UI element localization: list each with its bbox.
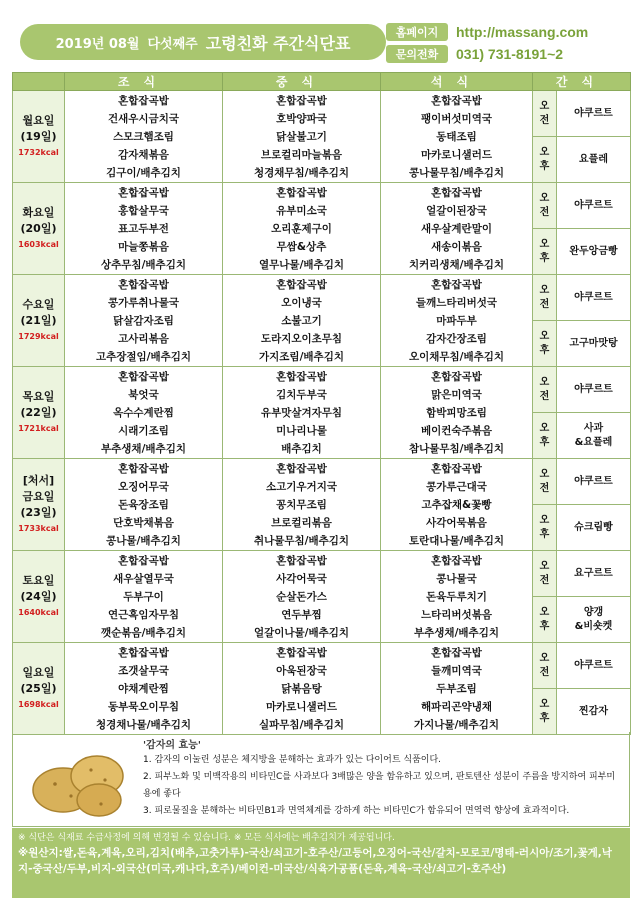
- snack-am: 야쿠르트: [557, 91, 631, 137]
- menu-item: 마카로니샐러드: [265, 700, 337, 713]
- potato-image: [29, 740, 129, 820]
- potato-info-section: [12, 732, 630, 827]
- menu-item: 혼합잡곡밥: [276, 554, 327, 567]
- table-row: [13, 275, 631, 321]
- tip-item: 2. 피부노화 및 미백작용의 비타민C를 사과보다 3배많은 양을 함유하고 있으며, 판토텐산 성분이 주름을 방지하여 피부미용에 좋다: [143, 772, 616, 799]
- menu-item: 함박피망조림: [426, 406, 487, 419]
- menu-item: 느타리버섯볶음: [420, 608, 492, 621]
- pm-label: 오 후: [533, 505, 557, 551]
- meal-lunch-cell: [223, 459, 381, 551]
- day-name: 목요일: [22, 389, 55, 403]
- day-kcal: 1603kcal: [18, 239, 59, 249]
- meal-lunch-cell: [223, 367, 381, 459]
- menu-item: 홍합살무국: [118, 204, 169, 217]
- meal-lunch-cell: [223, 551, 381, 643]
- year-month: 2019년 08월: [55, 36, 140, 52]
- day-name: 수요일: [22, 297, 55, 311]
- snack-am: 야쿠르트: [557, 183, 631, 229]
- menu-item: 들깨미역국: [431, 664, 482, 677]
- menu-item: 고추장절임/배추김치: [95, 350, 192, 363]
- snack-pm: 찐감자: [557, 689, 631, 735]
- column-snack: 간식: [533, 73, 631, 91]
- day-kcal: 1721kcal: [18, 423, 59, 433]
- weekly-menu-table: [12, 72, 631, 735]
- meal-dinner-cell: [381, 91, 533, 183]
- homepage-label: 홈페이지: [386, 23, 448, 41]
- menu-item: 혼합잡곡밥: [431, 646, 482, 659]
- table-row: [13, 643, 631, 689]
- day-name: [처서] 금요일: [22, 473, 55, 503]
- menu-item: 두부구이: [123, 590, 164, 603]
- menu-item: 혼합잡곡밥: [431, 278, 482, 291]
- menu-item: 고추잡채&꽃빵: [421, 498, 492, 511]
- menu-item: 토란대나물/배추김치: [408, 534, 505, 547]
- menu-item: 콩가루취나물국: [107, 296, 179, 309]
- menu-item: 고사리볶음: [118, 332, 169, 345]
- menu-item: 표고두부전: [118, 222, 169, 235]
- am-label: 오 전: [533, 275, 557, 321]
- menu-item: 혼합잡곡밥: [431, 186, 482, 199]
- menu-item: 가지나물/배추김치: [414, 718, 499, 731]
- menu-item: 닭살불고기: [276, 130, 327, 143]
- menu-item: 연두부찜: [281, 608, 322, 621]
- meal-breakfast-cell: [65, 459, 223, 551]
- menu-item: 연근흑임자무침: [107, 608, 179, 621]
- meal-breakfast-cell: [65, 367, 223, 459]
- menu-item: 콩나물국: [436, 572, 477, 585]
- table-row: [13, 91, 631, 137]
- menu-item: 베이컨숙주볶음: [420, 424, 492, 437]
- menu-item: 취나물무침/배추김치: [253, 534, 350, 547]
- pm-label: 오 후: [533, 229, 557, 275]
- column-dinner: 석식: [381, 73, 533, 91]
- menu-item: 해파리곤약냉채: [420, 700, 492, 713]
- am-label: 오 전: [533, 367, 557, 413]
- menu-item: 도라지오이초무침: [260, 332, 343, 345]
- am-label: 오 전: [533, 551, 557, 597]
- header: [0, 0, 640, 74]
- menu-item: 두부조림: [436, 682, 477, 695]
- pm-label: 오 후: [533, 413, 557, 459]
- menu-item: 청경채무침/배추김치: [253, 166, 350, 179]
- menu-item: 사각어묵볶음: [426, 516, 487, 529]
- footer-note: ※ 식단은 식재료 수급사정에 의해 변경될 수 있습니다. ※ 모든 식사에는 배추김치가 제공됩니다.: [18, 833, 395, 843]
- table-row: [13, 367, 631, 413]
- day-date: (19일): [20, 129, 57, 143]
- table-header-row: [13, 73, 631, 91]
- menu-item: 혼합잡곡밥: [118, 94, 169, 107]
- menu-item: 혼합잡곡밥: [118, 186, 169, 199]
- menu-item: 새우살열무국: [113, 572, 174, 585]
- day-date: (22일): [20, 405, 57, 419]
- menu-item: 새우살계란말이: [420, 222, 492, 235]
- menu-item: 부추생채/배추김치: [414, 626, 499, 639]
- am-label: 오 전: [533, 183, 557, 229]
- meal-lunch-cell: [223, 183, 381, 275]
- day-cell: [13, 91, 65, 183]
- menu-item: 사각어묵국: [276, 572, 327, 585]
- menu-item: 열무나물/배추김치: [259, 258, 344, 271]
- menu-item: 콩가루근대국: [426, 480, 487, 493]
- menu-item: 혼합잡곡밥: [276, 462, 327, 475]
- meal-breakfast-cell: [65, 91, 223, 183]
- menu-item: 들깨느타리버섯국: [415, 296, 498, 309]
- meal-dinner-cell: [381, 367, 533, 459]
- am-label: 오 전: [533, 459, 557, 505]
- meal-lunch-cell: [223, 91, 381, 183]
- menu-item: 혼합잡곡밥: [431, 370, 482, 383]
- menu-item: 혼합잡곡밥: [118, 646, 169, 659]
- menu-item: 돈육장조림: [118, 498, 169, 511]
- menu-item: 오이채무침/배추김치: [408, 350, 505, 363]
- menu-item: 혼합잡곡밥: [431, 94, 482, 107]
- snack-pm: 슈크림빵: [557, 505, 631, 551]
- menu-item: 조갯살무국: [118, 664, 169, 677]
- menu-item: 콩나물무침/배추김치: [408, 166, 505, 179]
- snack-pm: 요플레: [557, 137, 631, 183]
- menu-item: 얼갈이나물/배추김치: [253, 626, 350, 639]
- pm-label: 오 후: [533, 689, 557, 735]
- menu-item: 감자간장조림: [426, 332, 487, 345]
- day-cell: [13, 459, 65, 551]
- menu-item: 단호박채볶음: [113, 516, 174, 529]
- menu-item: 순살돈가스: [276, 590, 327, 603]
- menu-item: 브로컬리마늘볶음: [260, 148, 343, 161]
- phone-label: 문의전화: [386, 45, 448, 63]
- menu-item: 가지조림/배추김치: [259, 350, 344, 363]
- homepage-row: [386, 22, 588, 42]
- day-cell: [13, 275, 65, 367]
- menu-item: 유부맛살겨자무침: [260, 406, 343, 419]
- menu-item: 스모크햄조림: [113, 130, 174, 143]
- menu-item: 혼합잡곡밥: [118, 370, 169, 383]
- snack-am: 요구르트: [557, 551, 631, 597]
- menu-item: 야채계란찜: [118, 682, 169, 695]
- menu-item: 혼합잡곡밥: [276, 94, 327, 107]
- meal-dinner-cell: [381, 183, 533, 275]
- menu-body: [13, 91, 631, 735]
- snack-am: 야쿠르트: [557, 643, 631, 689]
- tips-title: '감자의 효능': [143, 740, 201, 751]
- day-kcal: 1640kcal: [18, 607, 59, 617]
- table-row: [13, 183, 631, 229]
- menu-item: 혼합잡곡밥: [431, 554, 482, 567]
- tip-item: 3. 피로물질을 분해하는 비타민B1과 면역체계를 강하게 하는 비타민C가 함유되어 면역력 향상에 효과적이다.: [143, 806, 570, 816]
- snack-pm: 완두앙금빵: [557, 229, 631, 275]
- menu-item: 감자채볶음: [118, 148, 169, 161]
- pm-label: 오 후: [533, 321, 557, 367]
- menu-item: 콩나물/배추김치: [106, 534, 181, 547]
- day-kcal: 1733kcal: [18, 523, 59, 533]
- menu-item: 소불고기: [281, 314, 322, 327]
- am-label: 오 전: [533, 643, 557, 689]
- table-row: [13, 551, 631, 597]
- meal-dinner-cell: [381, 275, 533, 367]
- tip-item: 1. 감자의 이눌린 성분은 체지방을 분해하는 효과가 있는 다이어트 식품이다.: [143, 755, 442, 765]
- meal-dinner-cell: [381, 551, 533, 643]
- meal-breakfast-cell: [65, 551, 223, 643]
- day-cell: [13, 367, 65, 459]
- corner-header: [13, 73, 65, 91]
- day-date: (24일): [20, 589, 57, 603]
- meal-dinner-cell: [381, 459, 533, 551]
- day-name: 월요일: [22, 113, 55, 127]
- day-cell: [13, 183, 65, 275]
- menu-item: 마파두부: [436, 314, 477, 327]
- menu-item: 실파무침/배추김치: [259, 718, 344, 731]
- snack-am: 야쿠르트: [557, 367, 631, 413]
- day-date: (21일): [20, 313, 57, 327]
- meal-breakfast-cell: [65, 643, 223, 735]
- snack-pm: 고구마맛탕: [557, 321, 631, 367]
- menu-item: 북엇국: [128, 388, 159, 401]
- table-row: [13, 459, 631, 505]
- page-title: 고령친화 주간식단표: [205, 33, 351, 53]
- snack-pm: 사과 &요플레: [557, 413, 631, 459]
- menu-item: 상추무침/배추김치: [101, 258, 186, 271]
- menu-item: 혼합잡곡밥: [118, 278, 169, 291]
- menu-item: 부추생채/배추김치: [101, 442, 186, 455]
- menu-item: 참나물무침/배추김치: [408, 442, 505, 455]
- menu-item: 건새우시금치국: [107, 112, 179, 125]
- meal-lunch-cell: [223, 643, 381, 735]
- am-label: 오 전: [533, 91, 557, 137]
- meal-dinner-cell: [381, 643, 533, 735]
- menu-item: 혼합잡곡밥: [276, 370, 327, 383]
- menu-item: 혼합잡곡밥: [118, 462, 169, 475]
- menu-item: 돈육두루치기: [426, 590, 487, 603]
- snack-pm: 양갱 &비숏켓: [557, 597, 631, 643]
- menu-item: 유부미소국: [276, 204, 327, 217]
- menu-item: 무쌈&상추: [276, 240, 327, 253]
- menu-item: 혼합잡곡밥: [276, 278, 327, 291]
- phone-number: 031) 731-8191~2: [456, 46, 564, 62]
- menu-item: 동태조림: [436, 130, 477, 143]
- snack-am: 야쿠르트: [557, 459, 631, 505]
- meal-breakfast-cell: [65, 183, 223, 275]
- menu-item: 꽁치무조림: [276, 498, 327, 511]
- tips-list: [143, 752, 623, 820]
- meal-lunch-cell: [223, 275, 381, 367]
- column-lunch: 중식: [223, 73, 381, 91]
- week-label: 다섯째주: [147, 36, 198, 52]
- menu-item: 배추김치: [281, 442, 322, 455]
- snack-am: 야쿠르트: [557, 275, 631, 321]
- menu-item: 김구이/배추김치: [106, 166, 181, 179]
- menu-item: 김치두부국: [276, 388, 327, 401]
- menu-item: 호박양파국: [276, 112, 327, 125]
- menu-item: 혼합잡곡밥: [431, 462, 482, 475]
- menu-item: 청경채나물/배추김치: [95, 718, 192, 731]
- day-kcal: 1732kcal: [18, 147, 59, 157]
- menu-item: 새송이볶음: [431, 240, 482, 253]
- column-breakfast: 조식: [65, 73, 223, 91]
- menu-item: 마늘쫑볶음: [118, 240, 169, 253]
- menu-item: 옥수수계란찜: [113, 406, 174, 419]
- pm-label: 오 후: [533, 597, 557, 643]
- menu-item: 오이냉국: [281, 296, 322, 309]
- menu-item: 팽이버섯미역국: [420, 112, 492, 125]
- day-name: 화요일: [22, 205, 55, 219]
- day-cell: [13, 551, 65, 643]
- menu-item: 브로컬리볶음: [271, 516, 332, 529]
- menu-item: 오리훈제구이: [271, 222, 332, 235]
- phone-row: [386, 44, 563, 64]
- origin-info: ※원산지:쌀,돈육,계육,오리,김치(배추,고춧가루)-국산/쇠고기-호주산/고등어,오징어-국산/갈치-모로코/명태-러시아/조기,꽃게,낙지-중국산/두부,비지-외국산(미국,캐나다,호주)/베이컨-미국산/식육가공품(돈육,계육-국산/쇠고기-호주산): [18, 847, 612, 875]
- menu-item: 오징어무국: [118, 480, 169, 493]
- menu-item: 동부묵오이무침: [107, 700, 179, 713]
- footer: [12, 828, 630, 898]
- menu-title-banner: [20, 24, 386, 60]
- menu-item: 닭살감자조림: [113, 314, 174, 327]
- menu-item: 깻순볶음/배추김치: [101, 626, 186, 639]
- menu-item: 혼합잡곡밥: [276, 186, 327, 199]
- menu-item: 마카로니샐러드: [420, 148, 492, 161]
- menu-item: 소고기우거지국: [265, 480, 337, 493]
- day-date: (25일): [20, 681, 57, 695]
- day-date: (23일): [20, 505, 57, 519]
- menu-item: 혼합잡곡밥: [118, 554, 169, 567]
- day-kcal: 1698kcal: [18, 699, 59, 709]
- menu-item: 얼갈이된장국: [426, 204, 487, 217]
- menu-item: 맑은미역국: [431, 388, 482, 401]
- day-name: 일요일: [22, 665, 55, 679]
- menu-item: 시래기조림: [118, 424, 169, 437]
- day-kcal: 1729kcal: [18, 331, 59, 341]
- menu-item: 아욱된장국: [276, 664, 327, 677]
- homepage-link[interactable]: http://massang.com: [456, 24, 589, 40]
- pm-label: 오 후: [533, 137, 557, 183]
- menu-item: 미나리나물: [276, 424, 327, 437]
- menu-item: 치커리생채/배추김치: [408, 258, 505, 271]
- meal-breakfast-cell: [65, 275, 223, 367]
- day-cell: [13, 643, 65, 735]
- menu-item: 혼합잡곡밥: [276, 646, 327, 659]
- day-date: (20일): [20, 221, 57, 235]
- menu-item: 닭볶음탕: [281, 682, 322, 695]
- day-name: 토요일: [22, 573, 55, 587]
